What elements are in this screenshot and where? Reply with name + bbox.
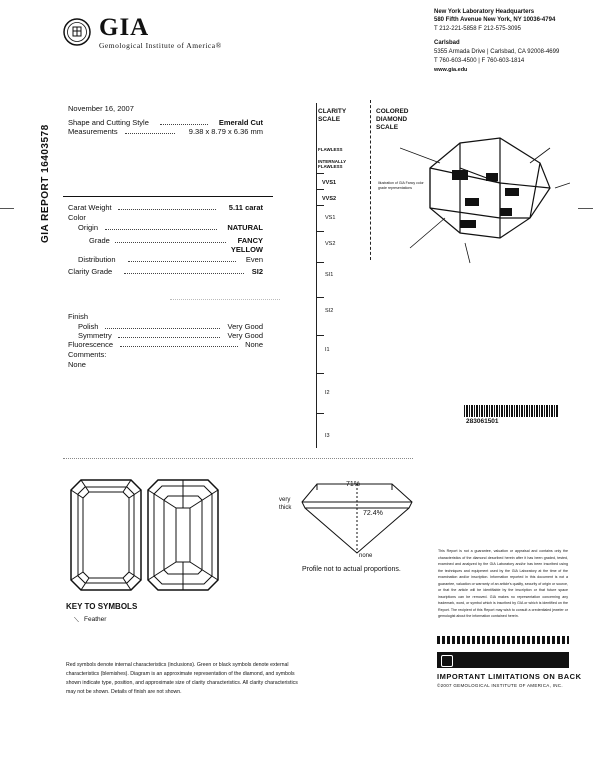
origin-leader (105, 229, 217, 230)
finish-label: Finish (68, 312, 89, 321)
section-divider (63, 196, 273, 197)
scale-flawless: FLAWLESS (318, 147, 343, 152)
shape-label: Shape and Cutting Style (68, 118, 149, 127)
report-number: GIA REPORT 16403578 (40, 124, 51, 243)
barcode-number: 283061501 (466, 418, 499, 425)
colored-diamond-scale-diagram (400, 128, 570, 273)
lower-divider (63, 458, 413, 459)
clarity-grade-value: SI2 (251, 267, 263, 276)
distribution-value: Even (245, 255, 263, 264)
grade-value-1: FANCY (237, 236, 263, 245)
profile-depth-pct: 72.4% (363, 510, 383, 517)
fluorescence-label: Fluorescence (68, 340, 114, 349)
shape-leader (160, 124, 208, 125)
plot-diagram-bottom (146, 478, 220, 597)
carat-label: Carat Weight (68, 203, 112, 212)
scale-vs2: VS2 (325, 241, 336, 247)
scale-i3: I3 (325, 433, 330, 439)
colored-scale-title-1: COLORED (376, 108, 409, 115)
clarity-grade-label: Clarity Grade (68, 267, 113, 276)
carat-value: 5.11 carat (228, 203, 263, 212)
clarity-scale-title (318, 108, 346, 124)
measurements-value: 9.38 x 8.79 x 6.36 mm (188, 127, 263, 136)
symmetry-value: Very Good (227, 331, 263, 340)
left-margin-tick (0, 208, 14, 209)
scale-internally-flawless: INTERNALLY FLAWLESS (318, 159, 347, 169)
color-label: Color (68, 213, 86, 222)
scale-i1: I1 (325, 347, 330, 353)
scale-si2: SI2 (325, 308, 334, 314)
gia-institute-name: Gemological Institute of America® (99, 41, 222, 50)
symmetry-leader (118, 337, 220, 338)
fluorescence-leader (120, 346, 238, 347)
carat-leader (118, 209, 216, 210)
scale-vs1: VS1 (325, 215, 336, 221)
gia-seal-icon (63, 18, 91, 46)
carlsbad-address: 5355 Armada Drive | Carlsbad, CA 92008-4699 (434, 49, 560, 55)
shape-value: Emerald Cut (218, 118, 263, 127)
profile-caption: Profile not to actual proportions. (302, 566, 401, 573)
security-feature-box (437, 652, 569, 668)
colored-scale-title-3: SCALE (376, 124, 399, 131)
comments-label: Comments: (68, 350, 107, 359)
comments-value: None (68, 360, 86, 369)
plot-diagram-top (69, 478, 143, 597)
legal-text: This Report is not a guarantee, valuation or appraisal and contains only the characteristics of the diamond described herein after it has been graded, tested, examined and analyzed by the GIA Laboratory and/or has been inscribed using the techniques and equipment used by the GIA Laboratory at the time of the examination and/or inscription. Information reported in this document is not a guarantee, valuation or warranty of an article's quality, security of origin or source, or that the article will be identifiable by the inscription or that future space inscriptions can be removed. GIA makes no representation concerning any trademark, word, or symbol which is inscribed by GIA or which is identified on the Report. The recipient of this Report may wish to consult a credentialed jeweler or gemologist about the information contained herein. (438, 549, 568, 618)
footnote: Red symbols denote internal characteristics (inclusions). Green or black symbols denote external characteristics (blemishes). Diagram is an approximate representation of the diamond, and symbols shown indicate type, position, and approximate size of clarity characteristics. All clarity characteristics may not be shown. Details of finish are not shown. (66, 662, 298, 695)
gia-brand: GIA (99, 14, 150, 41)
scale-i2: I2 (325, 390, 330, 396)
ny-phone: T 212-221-5858 F 212-575-3095 (434, 26, 521, 32)
profile-table-pct: 71% (346, 481, 361, 488)
origin-value: NATURAL (227, 223, 263, 232)
carlsbad-phone: T 760-603-4500 | F 760-603-1814 (434, 58, 525, 64)
distribution-label: Distribution (78, 255, 116, 264)
colored-scale-title-2: DIAMOND (376, 116, 408, 123)
distribution-leader (128, 261, 236, 262)
feather-symbol-icon: ⟍ (74, 617, 79, 624)
scale-separator (370, 100, 371, 260)
barcode (464, 405, 558, 417)
hologram-icon (441, 655, 453, 667)
measurements-label: Measurements (68, 127, 118, 136)
grade-leader (115, 242, 226, 243)
polish-leader (105, 328, 220, 329)
grade-label: Grade (89, 236, 110, 245)
report-date: November 16, 2007 (68, 104, 134, 113)
key-feather-label: Feather (84, 616, 107, 623)
polish-value: Very Good (227, 322, 263, 331)
fluorescence-value: None (245, 340, 263, 349)
profile-girdle-label: very thick (279, 497, 292, 511)
important-limitations: IMPORTANT LIMITATIONS ON BACK (437, 672, 582, 681)
scale-si1: SI1 (325, 272, 334, 278)
measurements-leader (125, 133, 175, 134)
scale-vvs2: VVS2 (322, 196, 337, 202)
profile-culet-label: none (359, 553, 373, 559)
clarity-scale-title-1: CLARITY (318, 108, 347, 115)
clarity-scale-title-2: SCALE (318, 116, 341, 123)
grade-value-2: YELLOW (230, 245, 263, 254)
carlsbad-title: Carlsbad (434, 40, 460, 46)
ny-address-line1: New York Laboratory Headquarters (434, 9, 535, 15)
website: www.gia.edu (434, 67, 468, 73)
security-strip (437, 636, 569, 644)
ny-address-line2: 580 Fifth Avenue New York, NY 10036-4794 (434, 17, 556, 23)
right-margin-tick (578, 208, 593, 209)
clarity-grade-leader (124, 273, 244, 274)
origin-label: Origin (78, 223, 99, 232)
colored-scale-note: Illustration of GIA Fancy color grade representations (378, 181, 424, 190)
scale-vvs1: VVS1 (322, 180, 337, 186)
polish-label: Polish (78, 322, 99, 331)
symmetry-label: Symmetry (78, 331, 112, 340)
scan-smudge (170, 299, 280, 300)
clarity-scale-line (316, 103, 317, 448)
copyright: ©2007 GEMOLOGICAL INSTITUTE OF AMERICA, INC. (437, 683, 563, 688)
profile-diagram (297, 478, 417, 565)
key-title: KEY TO SYMBOLS (66, 602, 138, 611)
